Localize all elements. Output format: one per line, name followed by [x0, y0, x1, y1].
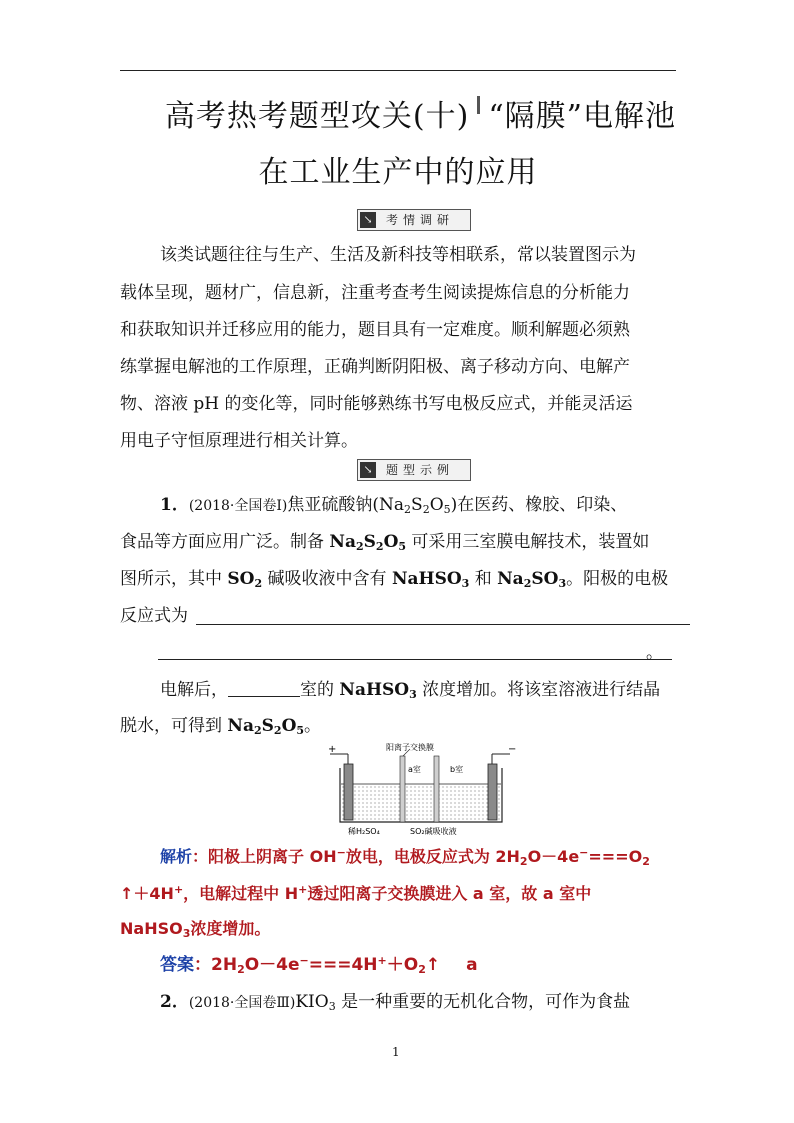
text-fragment: ↑	[425, 955, 441, 975]
question-number: 1．	[160, 495, 189, 515]
text-fragment: ：2H	[194, 955, 238, 975]
question-1-line	[120, 567, 680, 591]
answer-blank[interactable]	[196, 624, 690, 625]
text-fragment: 。	[304, 716, 322, 736]
text-fragment: 2	[355, 540, 364, 553]
question-1-line	[120, 714, 680, 738]
text-fragment: 5	[398, 540, 407, 553]
answer-blank[interactable]	[158, 659, 672, 660]
room-a-label: a室	[408, 765, 421, 774]
text-fragment: 5	[296, 724, 305, 737]
text-fragment: 2	[519, 855, 528, 868]
analysis-line	[120, 917, 680, 941]
text-fragment: +	[173, 883, 184, 896]
text-fragment: O	[281, 716, 297, 736]
text-fragment: O－4e	[244, 955, 300, 975]
question-1-line	[160, 493, 720, 518]
text-fragment: ，电解过程中 H	[183, 884, 299, 903]
text-fragment: 和	[469, 569, 498, 589]
text-fragment: NaHSO	[339, 680, 410, 700]
answer-line	[160, 953, 720, 977]
text-fragment: 焦亚硫酸钠(	[287, 495, 380, 515]
text-fragment: 放电，电极反应式为 2H	[345, 847, 520, 866]
tag-label: 题型示例	[386, 463, 455, 477]
section-tag-examples	[357, 459, 471, 481]
text-fragment: 是一种重要的无机化合物，可作为食盐	[335, 992, 631, 1012]
text-fragment: 电解后，	[160, 680, 228, 700]
arrow-box-icon: ↘	[360, 462, 376, 478]
text-fragment: ===O	[588, 847, 643, 866]
cathode-sign: −	[508, 744, 516, 755]
text-fragment: SO	[531, 569, 559, 589]
intro-line: 物、溶液 pH 的变化等，同时能够熟练书写电极反应式，并能灵活运	[120, 394, 633, 414]
text-fragment: 3	[409, 688, 417, 701]
question-1-line	[160, 678, 720, 702]
intro-line: 该类试题往往与生产、生活及新科技等相联系，常以装置图示为	[160, 245, 636, 265]
text-fragment: 2	[404, 503, 412, 516]
text-fragment: ＋O	[386, 955, 419, 975]
text-fragment: ===4H	[308, 955, 378, 975]
text-fragment: 可采用三室膜电解技术，装置如	[406, 532, 650, 552]
membrane-label: 阳离子交换膜	[386, 743, 434, 752]
right-solution-label: SO₂碱吸收液	[410, 827, 457, 836]
text-fragment: Na	[227, 716, 254, 736]
intro-line: 载体呈现，题材广，信息新，注重考查考生阅读提炼信息的分析能力	[120, 283, 630, 303]
title-divider	[477, 96, 480, 114]
section-tag-survey	[357, 209, 471, 231]
text-fragment: O	[383, 532, 399, 552]
text-fragment: NaHSO	[120, 919, 183, 938]
text-fragment: Na	[329, 532, 356, 552]
analysis-line	[120, 882, 680, 906]
text-fragment: 2	[254, 577, 263, 590]
intro-line: 用电子守恒原理进行相关计算。	[120, 431, 358, 451]
text-fragment: KIO	[295, 992, 329, 1012]
question-number: 2．	[160, 992, 189, 1012]
text-fragment: 3	[461, 577, 470, 590]
text-fragment: S	[363, 532, 376, 552]
text-fragment: 3	[328, 1000, 336, 1013]
anode-sign: +	[328, 744, 337, 755]
answer-blank[interactable]	[228, 678, 300, 697]
text-fragment: 图所示，其中	[120, 569, 228, 589]
text-fragment: Na	[379, 495, 405, 515]
arrow-box-icon: ↘	[360, 212, 376, 228]
text-fragment: ↑＋4H	[120, 884, 174, 903]
text-fragment: 3	[182, 927, 191, 940]
text-fragment: S	[411, 495, 423, 515]
intro-line: 练掌握电解池的工作原理，正确判断阴阳极、离子移动方向、电解产	[120, 357, 630, 377]
text-fragment: 2	[418, 963, 426, 976]
title-part2: “隔膜”电解池	[488, 99, 676, 134]
text-fragment: S	[261, 716, 274, 736]
question-source: (2018·全国卷Ⅲ)	[188, 995, 296, 1011]
text-fragment: 脱水，可得到	[120, 716, 228, 736]
text-fragment: 2	[422, 503, 430, 516]
analysis-label: 解析	[160, 847, 193, 866]
text-fragment: ：阳极上阴离子 OH	[192, 847, 337, 866]
text-fragment: 碱吸收液中含有	[262, 569, 392, 589]
page-title-line1	[120, 96, 676, 137]
header-rule	[120, 70, 676, 71]
text-fragment: 浓度增加。	[190, 919, 271, 938]
text-fragment: 5	[443, 503, 451, 516]
text-fragment: 。阳极的电极	[566, 569, 669, 589]
text-fragment: 2	[237, 963, 245, 976]
text-fragment: 浓度增加。将该室溶液进行结晶	[416, 680, 661, 700]
text-fragment: 2	[273, 724, 282, 737]
text-fragment: O－4e	[527, 847, 580, 866]
text-fragment: +	[377, 954, 387, 967]
title-part1: 高考热考题型攻关(十)	[164, 99, 470, 134]
text-fragment: 2	[253, 724, 262, 737]
answer-label: 答案	[160, 955, 194, 975]
text-fragment: a	[466, 955, 478, 975]
electrolysis-cell-diagram	[326, 742, 516, 837]
question-source: (2018·全国卷Ⅰ)	[188, 498, 288, 514]
question-1-line: 反应式为	[120, 606, 188, 626]
text-fragment: −	[299, 954, 309, 967]
text-fragment: SO	[227, 569, 255, 589]
text-fragment: 3	[558, 577, 567, 590]
text-fragment: 2	[642, 855, 650, 868]
text-fragment: )在医药、橡胶、印染、	[450, 495, 628, 515]
text-fragment: −	[336, 846, 346, 859]
left-solution-label: 稀H₂SO₄	[348, 827, 380, 836]
text-fragment: Na	[497, 569, 524, 589]
text-fragment: +	[298, 883, 308, 896]
tag-label: 考情调研	[386, 213, 455, 227]
text-fragment: 2	[523, 577, 532, 590]
text-fragment: NaHSO	[391, 569, 462, 589]
text-fragment: 室的	[300, 680, 340, 700]
text-fragment: 食品等方面应用广泛。制备	[120, 532, 330, 552]
text-fragment: −	[579, 846, 589, 859]
room-b-label: b室	[450, 765, 464, 774]
question-1-line	[120, 530, 680, 554]
period: 。	[646, 643, 663, 663]
text-fragment: 2	[375, 540, 384, 553]
analysis-line	[160, 845, 720, 869]
page-title-line2: 在工业生产中的应用	[258, 155, 538, 190]
page-number: 1	[392, 1045, 400, 1059]
text-fragment: 透过阳离子交换膜进入 a 室，故 a 室中	[307, 884, 592, 903]
intro-line: 和获取知识并迁移应用的能力，题目具有一定难度。顺利解题必须熟	[120, 320, 630, 340]
question-2-line	[160, 990, 720, 1015]
text-fragment: O	[429, 495, 444, 515]
